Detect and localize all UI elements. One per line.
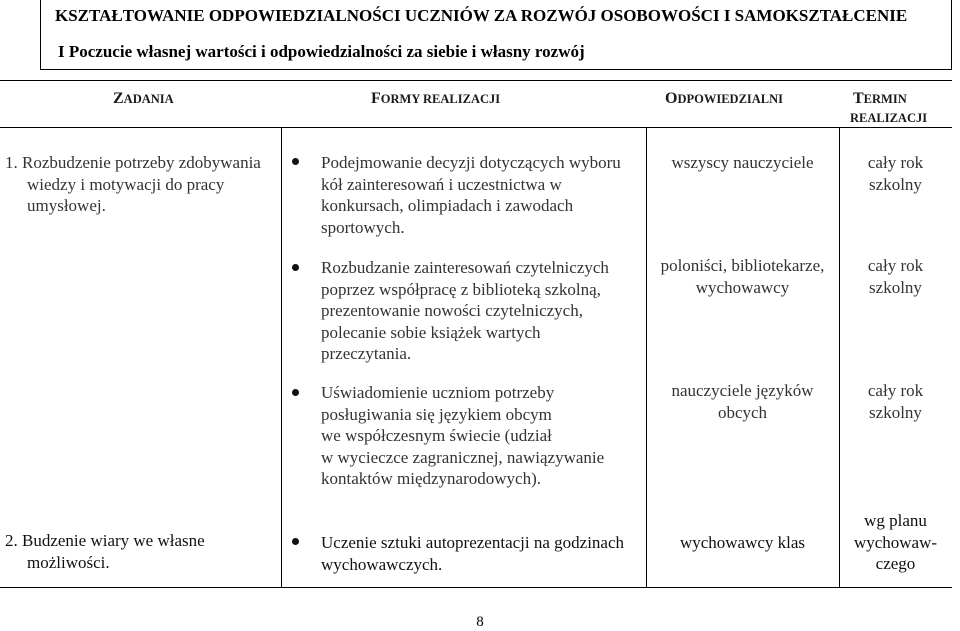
activity-form: Uświadomienie uczniom potrzeby posługiwania się językiem obcym we współczesnym świecie (udział w wycieczce zagranicznej, nawiązywanie kontaktów międzynarodowych). <box>321 383 605 488</box>
page-number: 8 <box>476 614 484 630</box>
activity-form: Uczenie sztuki autoprezentacji na godzinach wychowawczych. <box>321 533 625 574</box>
list-bullet <box>292 389 299 396</box>
section-header <box>40 0 952 70</box>
page-title: KSZTAŁTOWANIE ODPOWIEDZIALNOŚCI UCZNIÓW ZA ROZWÓJ OSOBOWOŚCI I SAMOKSZTAŁCENIE <box>55 6 908 25</box>
column-divider <box>646 127 647 587</box>
column-header-termin-line2: REALIZACJI <box>850 111 928 125</box>
activity-responsible: poloniści, bibliotekarze, wychowawcy <box>660 256 825 297</box>
list-bullet <box>292 538 299 545</box>
activity-responsible: nauczyciele języków obcych <box>671 381 814 422</box>
activity-term: cały rok szkolny <box>867 256 924 297</box>
activity-term: cały rok szkolny <box>867 381 924 422</box>
task-label: 2. Budzenie wiary we własne możliwości. <box>5 531 205 572</box>
column-header-termin: TERMIN <box>853 90 907 107</box>
activity-responsible: wszyscy nauczyciele <box>671 153 814 172</box>
column-header-zadania: ZADANIA <box>113 90 174 107</box>
activity-term: cały rok szkolny <box>867 153 924 194</box>
task-label: 1. Rozbudzenie potrzeby zdobywania wiedzy i motywacji do pracy umysłowej. <box>5 153 261 215</box>
column-header-formy: FORMY REALIZACJI <box>371 90 501 107</box>
activity-form: Rozbudzanie zainteresowań czytelniczych poprzez współpracę z biblioteką szkolną, prezentowanie nowości czytelniczych, polecanie sobie książek wartych przeczytania. <box>321 258 609 363</box>
activity-responsible: wychowawcy klas <box>679 533 806 552</box>
column-divider <box>281 127 282 587</box>
column-header-odpowiedzialni: ODPOWIEDZIALNI <box>665 90 784 107</box>
activity-form: Podejmowanie decyzji dotyczących wyboru kół zainteresowań i uczestnictwa w konkursach, olimpiadach i zawodach sportowych. <box>321 153 621 237</box>
list-bullet <box>292 158 299 165</box>
section-subtitle: I Poczucie własnej wartości i odpowiedzialności za siebie i własny rozwój <box>58 42 585 61</box>
activity-term: wg planu wychowaw- czego <box>853 511 938 573</box>
list-bullet <box>292 264 299 271</box>
table-header-row <box>0 81 952 128</box>
